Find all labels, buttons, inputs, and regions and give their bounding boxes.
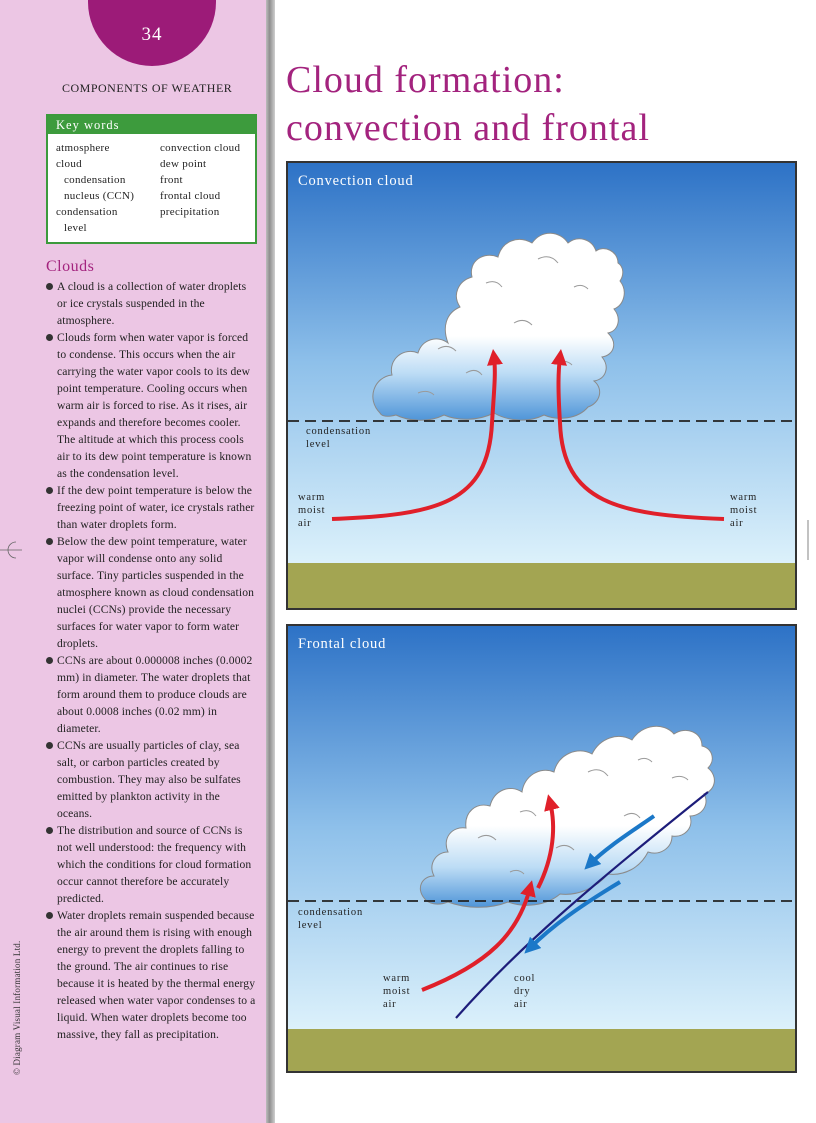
key-word: level (64, 222, 87, 234)
key-words-box (46, 114, 257, 244)
bullet-item (46, 822, 258, 907)
clouds-heading: Clouds (46, 258, 95, 275)
label-line: air (383, 999, 397, 1010)
crop-mark-icon (806, 520, 816, 560)
key-word: cloud (56, 158, 82, 170)
condensation-level-label (306, 425, 371, 451)
warm-moist-air-label-left (298, 491, 325, 530)
key-word: nucleus (CCN) (64, 190, 135, 202)
label-line: dry (514, 986, 531, 997)
bullet-dot (46, 538, 53, 545)
frontal-cloud-panel (286, 624, 797, 1073)
bullet-text: Water droplets remain suspended because the air around them is rising with enough energy to prevent the droplets falling to the ground. The air continues to rise because it is heated by the thermal energy released when water vapor condenses to a liquid. When water droplets become too massive, they fall as precipitation. (57, 909, 256, 1041)
warm-moist-air-label-right (730, 491, 757, 530)
label-line: condensation (306, 426, 372, 437)
label-line: air (730, 518, 744, 529)
label-line: condensation (298, 907, 364, 918)
bullet-dot (46, 487, 53, 494)
label-line: moist (298, 505, 326, 516)
label-line: warm (730, 492, 758, 503)
label-line: warm (298, 492, 326, 503)
bullet-text: A cloud is a collection of water droplets or ice crystals suspended in the atmosphere. (57, 280, 247, 327)
crop-mark-icon (0, 530, 22, 570)
bullet-text: CCNs are usually particles of clay, sea salt, or carbon particles created by combustion. They may also be sulfates emitted by plankton activity in the oceans. (57, 739, 241, 820)
bullet-text: Clouds form when water vapor is forced to condense. This occurs when the air carrying the water vapor cools to its dew point temperature. Cooling occurs when warm air is forced to rise. As it rises, air expands and therefore becomes cooler. The altitude at which this process cools air to its dew point temperature is known as the condensation level. (57, 331, 252, 480)
label-line: level (306, 439, 331, 450)
key-word: convection cloud (160, 142, 241, 154)
bullet-dot (46, 657, 53, 664)
label-line: moist (730, 505, 758, 516)
warm-moist-air-label (383, 972, 410, 1011)
ground (288, 1029, 795, 1071)
cool-dry-air-label (514, 972, 535, 1011)
convection-diagram (288, 163, 795, 608)
label-line: air (298, 518, 312, 529)
bullet-text: The distribution and source of CCNs is not well understood: the frequency with which the conditions for cloud formation occur cannot therefore be accurately predicted. (57, 824, 252, 905)
key-word: condensation (56, 206, 118, 218)
page-number: 34 (141, 24, 163, 45)
label-line: moist (383, 986, 411, 997)
label-line: air (514, 999, 528, 1010)
page-title (286, 56, 650, 152)
bullet-item (46, 737, 258, 822)
bullet-text: If the dew point temperature is below the freezing point of water, ice crystals rather than water droplets form. (57, 484, 255, 531)
bullet-list (46, 278, 258, 1043)
frontal-panel-label: Frontal cloud (298, 636, 387, 652)
label-line: cool (514, 973, 536, 984)
key-word: front (160, 174, 183, 186)
key-word: atmosphere (56, 142, 110, 154)
bullet-dot (46, 283, 53, 290)
title-line: Cloud formation: (286, 59, 565, 101)
key-word: precipitation (160, 206, 220, 218)
title-line: convection and frontal (286, 107, 650, 149)
frontal-diagram (288, 626, 795, 1071)
bullet-item (46, 652, 258, 737)
label-line: warm (383, 973, 411, 984)
key-word: frontal cloud (160, 190, 221, 202)
bullet-dot (46, 334, 53, 341)
bullet-dot (46, 742, 53, 749)
bullet-text: Below the dew point temperature, water vapor will condense onto any solid surface. Tiny particles suspended in the atmosphere known as cloud condensation nuclei (CCNs) provide the necessary surfaces for water vapor to form water droplets. (57, 535, 254, 650)
bullet-item (46, 278, 258, 329)
key-word: condensation (64, 174, 126, 186)
copyright-notice: © Diagram Visual Information Ltd. (12, 940, 22, 1075)
bullet-dot (46, 912, 53, 919)
convection-panel-label: Convection cloud (298, 173, 414, 189)
convection-cloud-panel (286, 161, 797, 610)
key-word: dew point (160, 158, 207, 170)
section-title: COMPONENTS OF WEATHER (62, 81, 233, 95)
bullet-item (46, 907, 258, 1043)
condensation-level-label (298, 906, 363, 932)
label-line: level (298, 920, 323, 931)
key-words-column-2 (160, 140, 240, 220)
bullet-text: CCNs are about 0.000008 inches (0.0002 mm) in diameter. The water droplets that form around them to produce clouds are about 0.0008 inches (0.02 mm) in diameter. (57, 654, 253, 735)
bullet-dot (46, 827, 53, 834)
key-words-column-1 (56, 140, 134, 236)
key-words-heading: Key words (48, 116, 255, 134)
bullet-item (46, 533, 258, 652)
bullet-item (46, 329, 258, 482)
ground (288, 563, 795, 608)
page-spine (266, 0, 275, 1123)
bullet-item (46, 482, 258, 533)
